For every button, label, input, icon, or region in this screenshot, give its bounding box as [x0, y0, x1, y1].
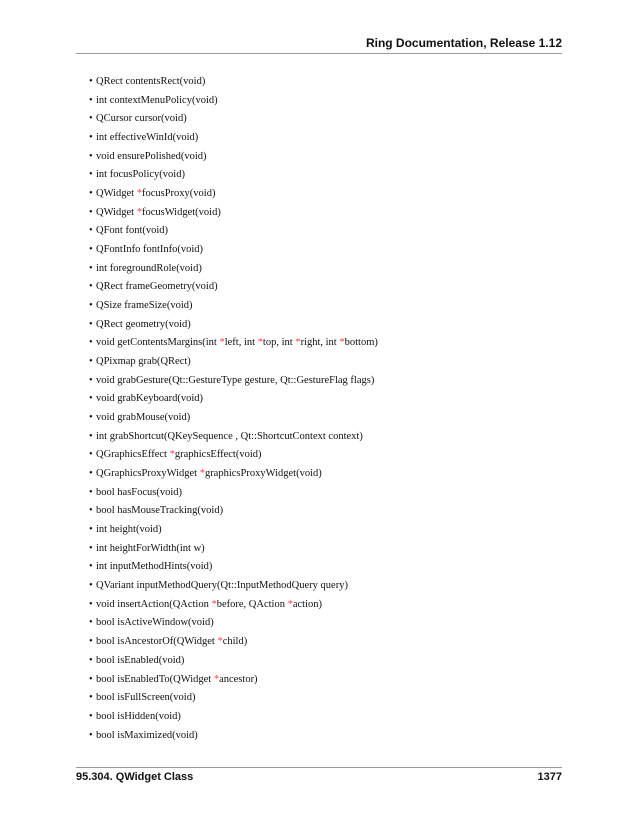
- list-item: [80, 73, 378, 92]
- signature-text: graphicsEffect(void): [174, 449, 262, 461]
- list-item: [80, 540, 378, 559]
- signature-text: bool isAncestorOf(QWidget: [96, 636, 218, 648]
- signature-text: int effectiveWinId(void): [96, 132, 199, 144]
- list-item: [80, 185, 378, 204]
- bullet-icon: •: [89, 598, 93, 610]
- list-item: [80, 204, 378, 223]
- list-item: [80, 353, 378, 372]
- signature-text: void grabGesture(Qt::GestureType gesture, Qt::GestureFlag flags): [96, 374, 375, 386]
- list-item: [80, 390, 378, 409]
- bullet-icon: •: [89, 76, 93, 87]
- signature-text: child): [222, 636, 248, 648]
- pointer-star: *: [339, 337, 345, 349]
- method-signature: [96, 129, 198, 148]
- pointer-star: *: [136, 206, 142, 218]
- bullet-icon: •: [89, 542, 93, 554]
- pointer-star: *: [211, 598, 217, 610]
- method-signature: [96, 465, 322, 484]
- method-signature: [96, 185, 215, 204]
- signature-text: focusWidget(void): [141, 206, 221, 218]
- bullet-icon: •: [89, 561, 93, 573]
- list-item: [80, 671, 378, 690]
- signature-text: bool isFullScreen(void): [96, 692, 196, 704]
- signature-text: QVariant inputMethodQuery(Qt::InputMethodQuery query): [96, 580, 348, 592]
- list-item: [80, 166, 378, 185]
- signature-text: QFont font(void): [96, 225, 169, 237]
- list-item: [80, 92, 378, 111]
- pointer-star: *: [213, 673, 220, 685]
- signature-text: bool hasFocus(void): [96, 486, 183, 498]
- list-item: [80, 241, 378, 260]
- method-signature: [96, 353, 191, 372]
- signature-text: bool isActiveWindow(void): [96, 617, 214, 629]
- pointer-star: *: [136, 188, 142, 200]
- bullet-icon: •: [89, 318, 93, 330]
- signature-text: QWidget: [96, 188, 137, 200]
- signature-text: right, int: [300, 337, 340, 349]
- signature-text: left, int: [224, 337, 258, 349]
- signature-text: QCursor cursor(void): [96, 113, 187, 125]
- bullet-icon: •: [89, 449, 93, 461]
- list-item: [80, 222, 378, 241]
- signature-text: top, int: [262, 337, 296, 349]
- signature-text: QGraphicsEffect: [96, 449, 170, 461]
- bullet-icon: •: [89, 580, 93, 592]
- bullet-icon: •: [89, 300, 93, 312]
- signature-text: QGraphicsProxyWidget: [96, 468, 200, 480]
- signature-text: action): [292, 598, 322, 610]
- signature-text: void getContentsMargins(int: [96, 337, 220, 349]
- pointer-star: *: [217, 636, 223, 648]
- bullet-icon: •: [89, 281, 93, 293]
- bullet-icon: •: [89, 337, 93, 349]
- list-item: [80, 596, 378, 615]
- bullet-icon: •: [89, 150, 93, 162]
- signature-text: QSize frameSize(void): [96, 300, 193, 312]
- method-list: [80, 73, 378, 745]
- list-item: [80, 334, 378, 353]
- method-signature: [96, 334, 378, 353]
- signature-text: QRect geometry(void): [96, 318, 191, 330]
- method-signature: [96, 148, 207, 167]
- method-signature: [96, 727, 198, 746]
- pointer-star: *: [295, 337, 301, 349]
- bullet-icon: •: [89, 113, 93, 125]
- signature-text: void grabMouse(void): [96, 412, 191, 424]
- bullet-icon: •: [89, 692, 93, 704]
- signature-text: bool isEnabledTo(QWidget: [96, 673, 214, 685]
- list-item: [80, 689, 378, 708]
- signature-text: void insertAction(QAction: [96, 598, 212, 610]
- method-signature: [96, 297, 193, 316]
- list-item: [80, 465, 378, 484]
- signature-text: graphicsProxyWidget(void): [204, 468, 322, 480]
- signature-text: bool hasMouseTracking(void): [96, 505, 224, 517]
- header-rule: [76, 53, 562, 54]
- pointer-star: *: [199, 468, 205, 480]
- pointer-star: *: [287, 598, 293, 610]
- list-item: [80, 614, 378, 633]
- method-signature: [96, 446, 262, 465]
- bullet-icon: •: [89, 374, 93, 386]
- signature-text: void grabKeyboard(void): [96, 393, 204, 405]
- signature-text: int heightForWidth(int w): [96, 542, 205, 554]
- list-item: [80, 633, 378, 652]
- pointer-star: *: [169, 449, 175, 461]
- bullet-icon: •: [89, 206, 93, 218]
- method-signature: [96, 428, 363, 447]
- signature-text: bool isMaximized(void): [96, 729, 198, 741]
- signature-text: before, QAction: [216, 598, 288, 610]
- pointer-star: *: [257, 337, 263, 349]
- bullet-icon: •: [89, 710, 93, 722]
- method-signature: [96, 278, 218, 297]
- signature-text: QWidget: [96, 206, 137, 218]
- bullet-icon: •: [89, 654, 93, 666]
- list-item: [80, 521, 378, 540]
- signature-text: bottom): [344, 337, 378, 349]
- bullet-icon: •: [89, 262, 93, 274]
- signature-text: bool isHidden(void): [96, 710, 181, 722]
- method-signature: [96, 521, 162, 540]
- method-signature: [96, 484, 182, 503]
- signature-text: bool isEnabled(void): [96, 654, 185, 666]
- bullet-icon: •: [89, 94, 93, 106]
- method-signature: [96, 614, 214, 633]
- method-signature: [96, 596, 322, 615]
- bullet-icon: •: [89, 225, 93, 237]
- bullet-icon: •: [89, 729, 93, 741]
- method-signature: [96, 633, 247, 652]
- list-item: [80, 372, 378, 391]
- bullet-icon: •: [89, 617, 93, 629]
- bullet-icon: •: [89, 430, 93, 442]
- bullet-icon: •: [89, 356, 93, 368]
- list-item: [80, 148, 378, 167]
- signature-text: QFontInfo fontInfo(void): [96, 244, 204, 256]
- signature-text: int inputMethodHints(void): [96, 561, 213, 573]
- method-signature: [96, 166, 185, 185]
- list-item: [80, 316, 378, 335]
- bullet-icon: •: [89, 505, 93, 517]
- signature-text: int contextMenuPolicy(void): [96, 94, 218, 106]
- bullet-icon: •: [89, 132, 93, 144]
- signature-text: focusProxy(void): [141, 188, 216, 200]
- signature-text: int foregroundRole(void): [96, 262, 202, 274]
- bullet-icon: •: [89, 188, 93, 200]
- signature-text: int grabShortcut(QKeySequence , Qt::ShortcutContext context): [96, 430, 363, 442]
- method-signature: [96, 540, 205, 559]
- method-signature: [96, 260, 202, 279]
- footer-page-number: 1377: [537, 771, 562, 783]
- signature-text: QRect frameGeometry(void): [96, 281, 218, 293]
- method-signature: [96, 204, 221, 223]
- signature-text: void ensurePolished(void): [96, 150, 207, 162]
- footer-rule: [76, 767, 562, 768]
- list-item: [80, 260, 378, 279]
- list-item: [80, 297, 378, 316]
- list-item: [80, 484, 378, 503]
- list-item: [80, 110, 378, 129]
- list-item: [80, 727, 378, 746]
- list-item: [80, 409, 378, 428]
- method-signature: [96, 316, 191, 335]
- method-signature: [96, 73, 205, 92]
- bullet-icon: •: [89, 244, 93, 256]
- method-signature: [96, 689, 195, 708]
- signature-text: int focusPolicy(void): [96, 169, 185, 181]
- method-signature: [96, 372, 374, 391]
- list-item: [80, 278, 378, 297]
- method-signature: [96, 222, 168, 241]
- bullet-icon: •: [89, 636, 93, 648]
- bullet-icon: •: [89, 169, 93, 181]
- signature-text: QRect contentsRect(void): [96, 76, 206, 87]
- bullet-icon: •: [89, 393, 93, 405]
- pointer-star: *: [219, 337, 225, 349]
- bullet-icon: •: [89, 468, 93, 480]
- list-item: [80, 558, 378, 577]
- bullet-icon: •: [89, 524, 93, 536]
- method-signature: [96, 110, 187, 129]
- method-signature: [96, 390, 203, 409]
- signature-text: QPixmap grab(QRect): [96, 356, 191, 368]
- method-signature: [96, 502, 223, 521]
- method-signature: [96, 708, 181, 727]
- signature-text: int height(void): [96, 524, 162, 536]
- bullet-icon: •: [89, 486, 93, 498]
- method-signature: [96, 92, 218, 111]
- signature-text: ancestor): [219, 673, 258, 685]
- method-signature: [96, 558, 212, 577]
- list-item: [80, 129, 378, 148]
- bullet-icon: •: [89, 412, 93, 424]
- method-signature: [96, 671, 258, 690]
- list-item: [80, 652, 378, 671]
- list-item: [80, 577, 378, 596]
- running-header: Ring Documentation, Release 1.12: [365, 36, 562, 50]
- method-signature: [96, 241, 203, 260]
- bullet-icon: •: [89, 673, 93, 685]
- footer-section-title: 95.304. QWidget Class: [76, 771, 194, 783]
- list-item: [80, 502, 378, 521]
- list-item: [80, 708, 378, 727]
- method-signature: [96, 409, 190, 428]
- method-signature: [96, 577, 348, 596]
- list-item: [80, 428, 378, 447]
- method-signature: [96, 652, 184, 671]
- list-item: [80, 446, 378, 465]
